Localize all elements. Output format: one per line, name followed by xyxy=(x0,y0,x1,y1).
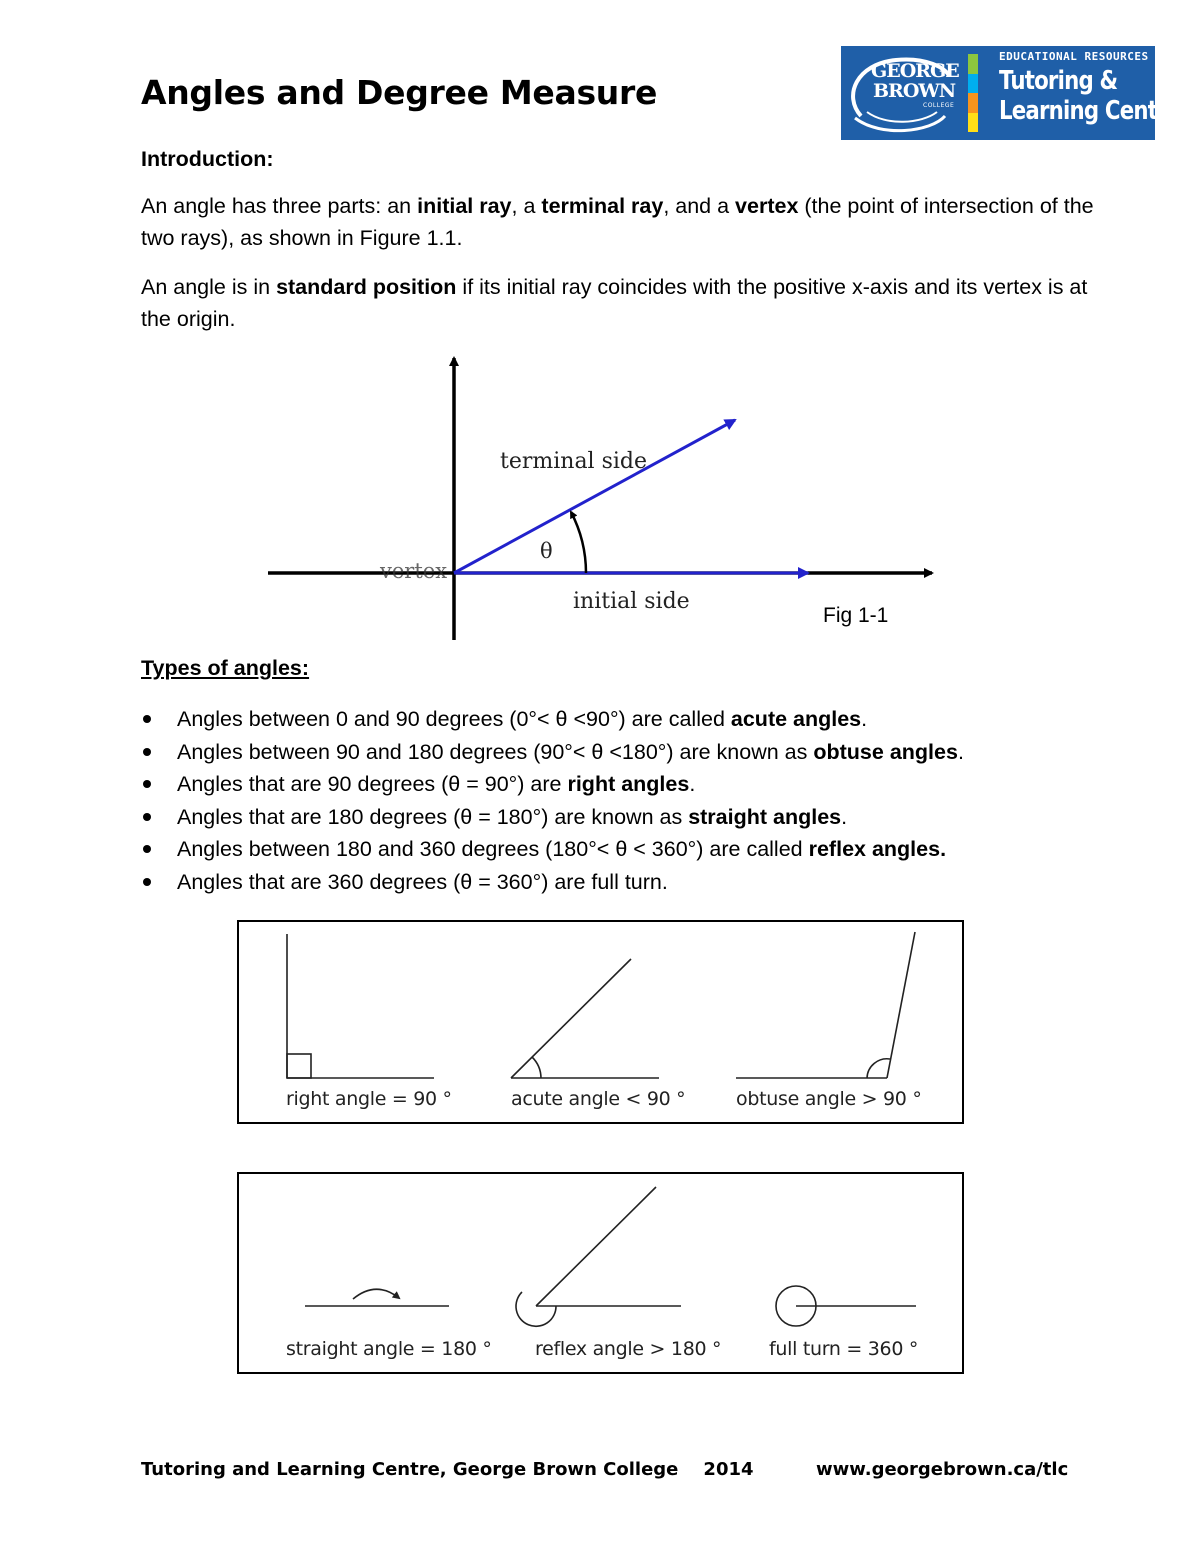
text-run: . xyxy=(841,804,848,829)
right-angle-caption: right angle = 90 ° xyxy=(286,1088,452,1110)
intro-paragraph-2 xyxy=(141,271,1101,335)
logo-name xyxy=(999,66,1180,126)
text-run: Angles that are 90 degrees (θ = 90°) are xyxy=(177,772,568,797)
acute-angle-caption: acute angle < 90 ° xyxy=(511,1088,686,1110)
obtuse-angle-arc xyxy=(867,1059,890,1078)
logo-stripe xyxy=(968,93,978,113)
list-item xyxy=(141,833,964,866)
text-run: Angles between 90 and 180 degrees (90°< θ <180°) are known as xyxy=(177,739,814,764)
bullet-icon xyxy=(143,813,151,821)
text-run: An angle is in xyxy=(141,275,277,299)
bold-term: straight angles xyxy=(688,804,842,829)
bold-term: right angles xyxy=(567,772,690,797)
list-item xyxy=(141,736,964,769)
logo-subtitle: EDUCATIONAL RESOURCES xyxy=(999,50,1149,63)
text-run: (the point of intersection of the two rays), as shown in Figure 1.1. xyxy=(141,194,1094,250)
bullet-icon xyxy=(143,878,151,886)
bold-term: terminal ray xyxy=(541,194,664,218)
text-run: . xyxy=(861,707,868,731)
vertex-label: vertex xyxy=(380,559,448,583)
theta-label: θ xyxy=(540,539,553,563)
footer-url[interactable]: www.georgebrown.ca/tlc xyxy=(816,1459,1069,1480)
acute-angle-arc xyxy=(532,1057,541,1078)
logo-name-line1: Tutoring & xyxy=(999,66,1118,96)
text-run: . xyxy=(957,739,964,764)
logo-stripe xyxy=(968,113,978,133)
bold-term: acute angles xyxy=(730,707,862,731)
angle-types-list xyxy=(141,703,964,899)
standard-position-figure xyxy=(268,352,938,644)
reflex-angle-arc xyxy=(516,1292,556,1326)
theta-arc xyxy=(571,512,586,573)
reflex-angle-ray xyxy=(536,1187,656,1306)
obtuse-angle-ray xyxy=(887,932,915,1078)
list-item xyxy=(141,866,964,899)
bold-term: obtuse angles xyxy=(813,739,958,764)
logo-brand-line2: BROWN xyxy=(873,80,956,102)
bullet-icon xyxy=(143,748,151,756)
bold-term: initial ray xyxy=(417,194,512,218)
list-item xyxy=(141,768,964,801)
college-logo xyxy=(841,46,1181,140)
logo-brand-line1: GEORGE xyxy=(871,60,959,82)
bold-term: standard position xyxy=(276,275,457,299)
list-item xyxy=(141,801,964,834)
list-item xyxy=(141,703,964,736)
bullet-icon xyxy=(143,780,151,788)
page-title: Angles and Degree Measure xyxy=(141,73,658,112)
intro-paragraph-1 xyxy=(141,190,1101,254)
acute-angle-ray xyxy=(511,959,631,1078)
text-run: An angle has three parts: an xyxy=(141,194,418,218)
angle-types-box-1 xyxy=(237,920,964,1124)
bold-term: vertex xyxy=(735,194,799,218)
text-run: Angles between 180 and 360 degrees (180°< θ < 360°) are called xyxy=(177,837,809,862)
bold-term: reflex angles. xyxy=(808,837,947,862)
logo-stripe xyxy=(968,54,978,74)
intro-heading: Introduction: xyxy=(141,147,274,171)
right-angle-marker xyxy=(287,1054,311,1078)
text-run: , and a xyxy=(663,194,736,218)
logo-name-line2: Learning Centre xyxy=(999,96,1181,126)
full-turn-caption: full turn = 360 ° xyxy=(769,1338,919,1360)
straight-angle-caption: straight angle = 180 ° xyxy=(286,1338,492,1360)
text-run: . xyxy=(689,772,696,797)
initial-side-label: initial side xyxy=(573,589,690,614)
obtuse-angle-caption: obtuse angle > 90 ° xyxy=(736,1088,922,1110)
figure-caption: Fig 1-1 xyxy=(823,604,889,627)
text-run: Angles that are 180 degrees (θ = 180°) are known as xyxy=(177,804,689,829)
text-run: , a xyxy=(511,194,542,218)
types-heading: Types of angles: xyxy=(141,656,310,680)
logo-brand-line3: COLLEGE xyxy=(923,102,955,109)
bullet-icon xyxy=(143,715,151,723)
text-run: if its initial ray coincides with the positive x-axis and its vertex is at the origin. xyxy=(141,275,1088,331)
angle-types-box-2 xyxy=(237,1172,964,1374)
bullet-icon xyxy=(143,845,151,853)
logo-stripes xyxy=(968,54,978,132)
reflex-angle-caption: reflex angle > 180 ° xyxy=(535,1338,722,1360)
terminal-side-label: terminal side xyxy=(500,449,648,474)
terminal-ray xyxy=(454,420,735,573)
text-run: Angles between 0 and 90 degrees (0°< θ <90°) are called xyxy=(177,707,731,731)
logo-stripe xyxy=(968,74,978,94)
text-run: Angles that are 360 degrees (θ = 360°) are full turn. xyxy=(177,869,668,894)
footer-credit: Tutoring and Learning Centre, George Brown College 2014 xyxy=(141,1459,754,1480)
straight-angle-arc xyxy=(353,1289,399,1299)
